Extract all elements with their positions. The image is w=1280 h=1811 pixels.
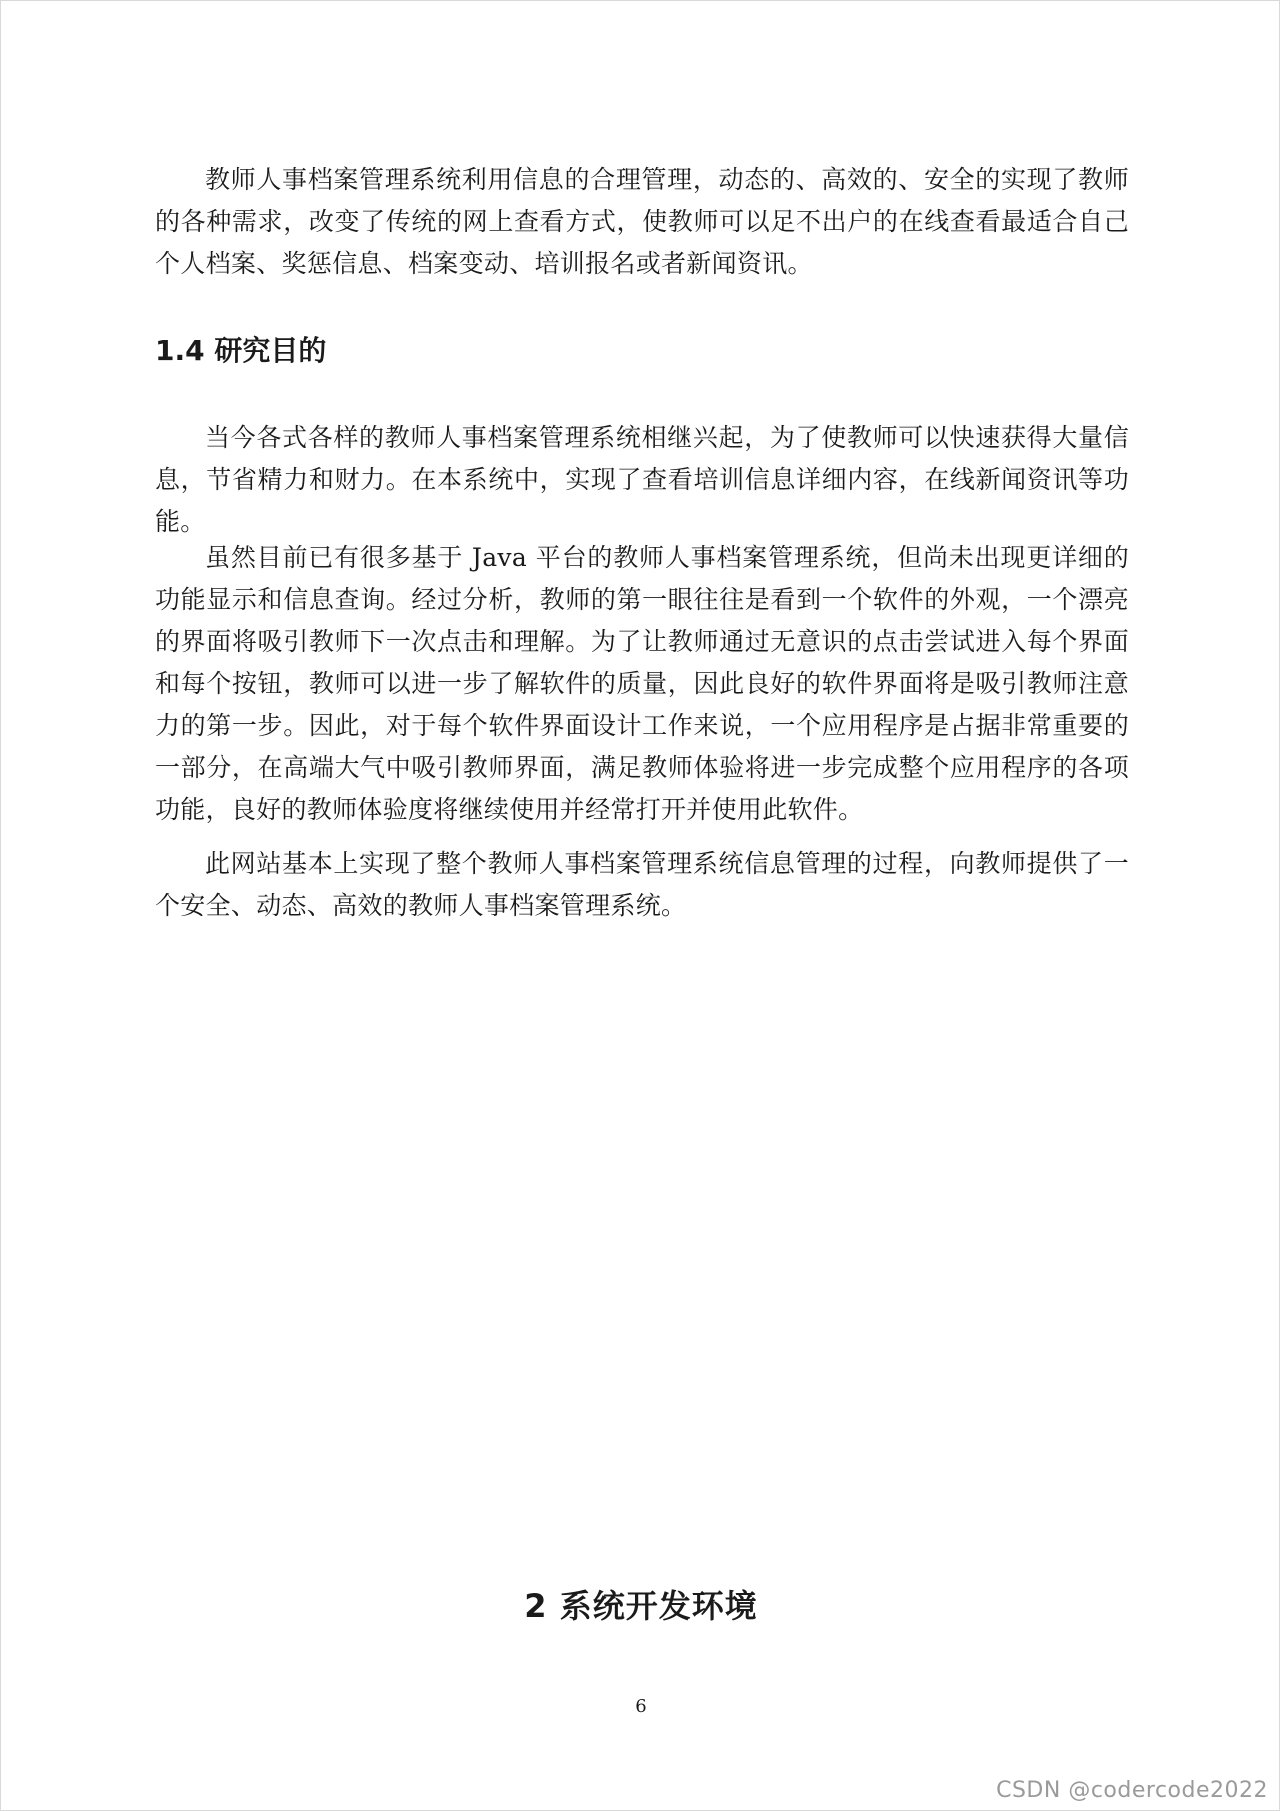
page-number: 6 bbox=[635, 1696, 647, 1717]
chapter-heading: 2 系统开发环境 bbox=[524, 1587, 758, 1625]
paragraph-analysis: 虽然目前已有很多基于 Java 平台的教师人事档案管理系统，但尚未出现更详细的功能显示和信息查询。经过分析，教师的第一眼往往是看到一个软件的外观，一个漂亮的界面将吸引教师下一次点击和理解。为了让教师通过无意识的点击尝试进入每个界面和每个按钮，教师可以进一步了解软件的质量，因此良好的软件界面将是吸引教师注意力的第一步。因此，对于每个软件界面设计工作来说，一个应用程序是占据非常重要的一部分，在高端大气中吸引教师界面，满足教师体验将进一步完成整个应用程序的各项功能，良好的教师体验度将继续使用并经常打开并使用此软件。 bbox=[155, 543, 1129, 824]
watermark: CSDN @codercode2022 bbox=[996, 1778, 1268, 1803]
paragraph-summary: 此网站基本上实现了整个教师人事档案管理系统信息管理的过程，向教师提供了一个安全、动态、高效的教师人事档案管理系统。 bbox=[155, 849, 1129, 920]
section-heading: 1.4 研究目的 bbox=[155, 334, 327, 367]
paragraph-purpose: 当今各式各样的教师人事档案管理系统相继兴起，为了使教师可以快速获得大量信息，节省精力和财力。在本系统中，实现了查看培训信息详细内容，在线新闻资讯等功能。 bbox=[155, 423, 1129, 536]
paragraph-intro: 教师人事档案管理系统利用信息的合理管理，动态的、高效的、安全的实现了教师的各种需求，改变了传统的网上查看方式，使教师可以足不出户的在线查看最适合自己个人档案、奖惩信息、档案变动、培训报名或者新闻资讯。 bbox=[155, 165, 1129, 278]
